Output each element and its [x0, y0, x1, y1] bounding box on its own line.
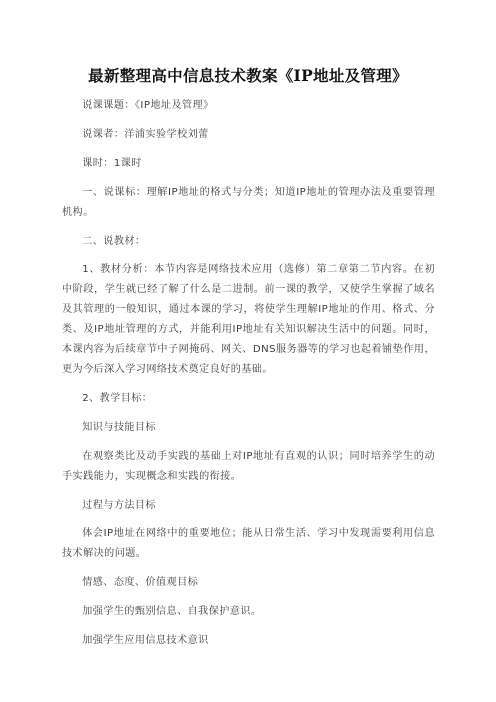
paragraph-emotion-goal-2: 加强学生应用信息技术意识 [82, 635, 209, 647]
paragraph-process-goal: 体会IP地址在网络中的重要地位；能从日常生活、学习中发现需要利用信息技术解决的问题。 [62, 528, 435, 560]
paragraph-process-goal-heading: 过程与方法目标 [82, 499, 156, 511]
document-body [62, 96, 435, 651]
paragraph-class-hours: 课时：1课时 [82, 157, 142, 169]
paragraph-topic: 说课课题：《IP地址及管理》 [82, 100, 214, 111]
paragraph-speaker: 说课者：洋浦实验学校刘蕾 [82, 128, 209, 140]
paragraph-emotion-goal-heading: 情感、态度、价值观目标 [82, 577, 199, 589]
paragraph-emotion-goal-1: 加强学生的甄别信息、自我保护意识。 [82, 606, 262, 618]
paragraph-knowledge-goal-heading: 知识与技能目标 [82, 421, 156, 433]
paragraph-teaching-goals: 2、教学目标： [82, 392, 153, 404]
paragraph-textbook-heading: 二、说教材： [82, 235, 146, 247]
document-title: 最新整理高中信息技术教案《IP地址及管理》 [88, 66, 408, 85]
paragraph-knowledge-goal: 在观察类比及动手实践的基础上对IP地址有直观的认识；同时培养学生的动手实践能力，实现概念和实践的衔接。 [62, 450, 435, 482]
paragraph-curriculum-standard: 一、说课标：理解IP地址的格式与分类；知道IP地址的管理办法及重要管理机构。 [62, 186, 435, 218]
paragraph-textbook-analysis: 1、教材分析：本节内容是网络技术应用（选修）第二章第二节内容。在初中阶段，学生就已经了解了什么是二进制。前一课的教学，又使学生掌握了域名及其管理的一般知识，通过本课的学习，将使学生理解IP地址的作用、格式、分类、及IP地址管理的方式，并能利用IP地址有关知识解决生活中的问题。同时，本课内容为后续章节中子网掩码、网关、DNS服务器等的学习也起着铺垫作用，更为今后深入学习网络技术奠定良好的基础。 [62, 264, 435, 375]
